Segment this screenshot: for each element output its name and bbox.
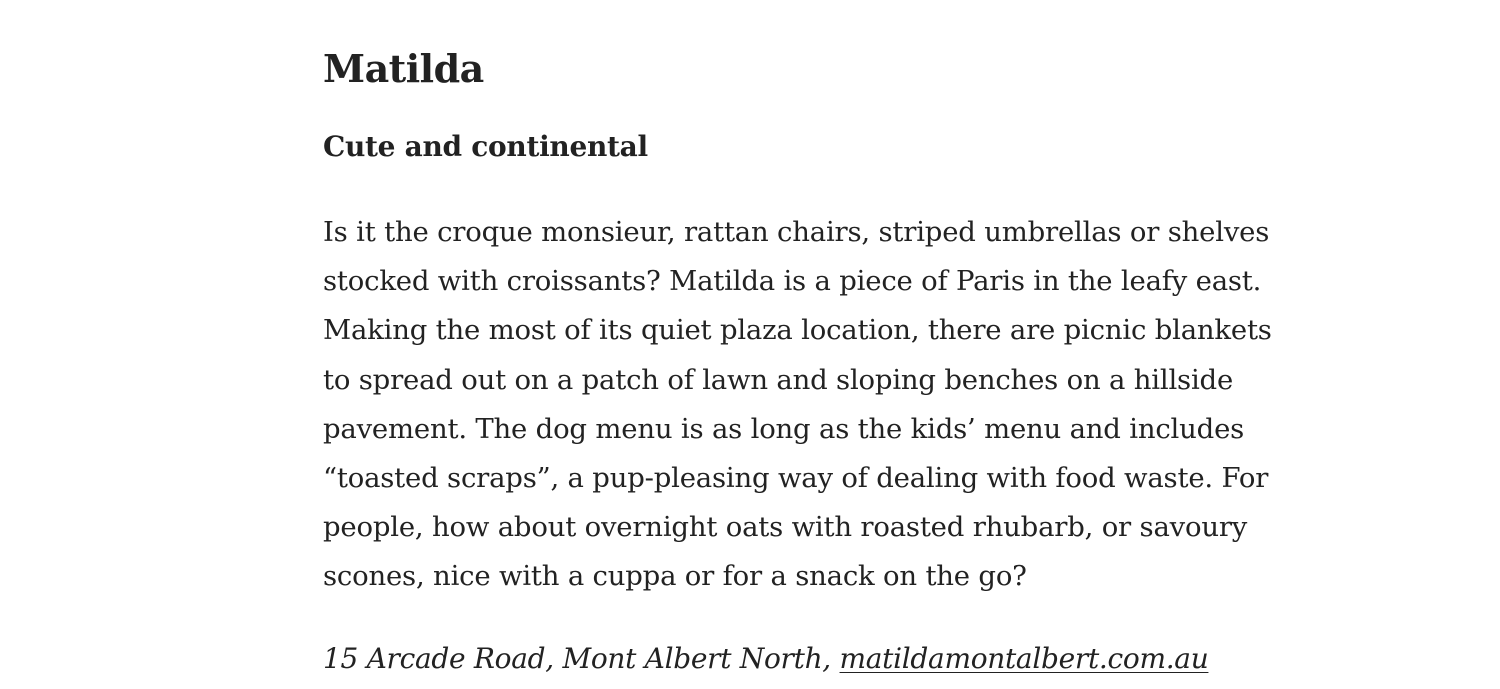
venue-website-link[interactable]: matildamontalbert.com.au bbox=[839, 641, 1209, 675]
venue-description: Is it the croque monsieur, rattan chairs, striped umbrellas or shelves stocked with croissants? Matilda is a piece of Paris in the leafy east. Making the most of its quiet plaza location, there are picnic blankets to spread out on a patch of lawn and sloping benches on a hillside pavement. The dog menu is as long as the kids’ menu and includes “toasted scraps”, a pup-pleasing way of dealing with food waste. For people, how about overnight oats with roasted rhubarb, or savoury scones, nice with a cuppa or for a snack on the go? bbox=[323, 216, 1272, 593]
venue-title: Matilda bbox=[323, 46, 484, 91]
venue-article bbox=[323, 40, 1283, 681]
venue-address-line bbox=[323, 637, 1283, 681]
venue-address: 15 Arcade Road, Mont Albert North, bbox=[323, 641, 840, 675]
venue-subtitle: Cute and continental bbox=[323, 130, 648, 163]
